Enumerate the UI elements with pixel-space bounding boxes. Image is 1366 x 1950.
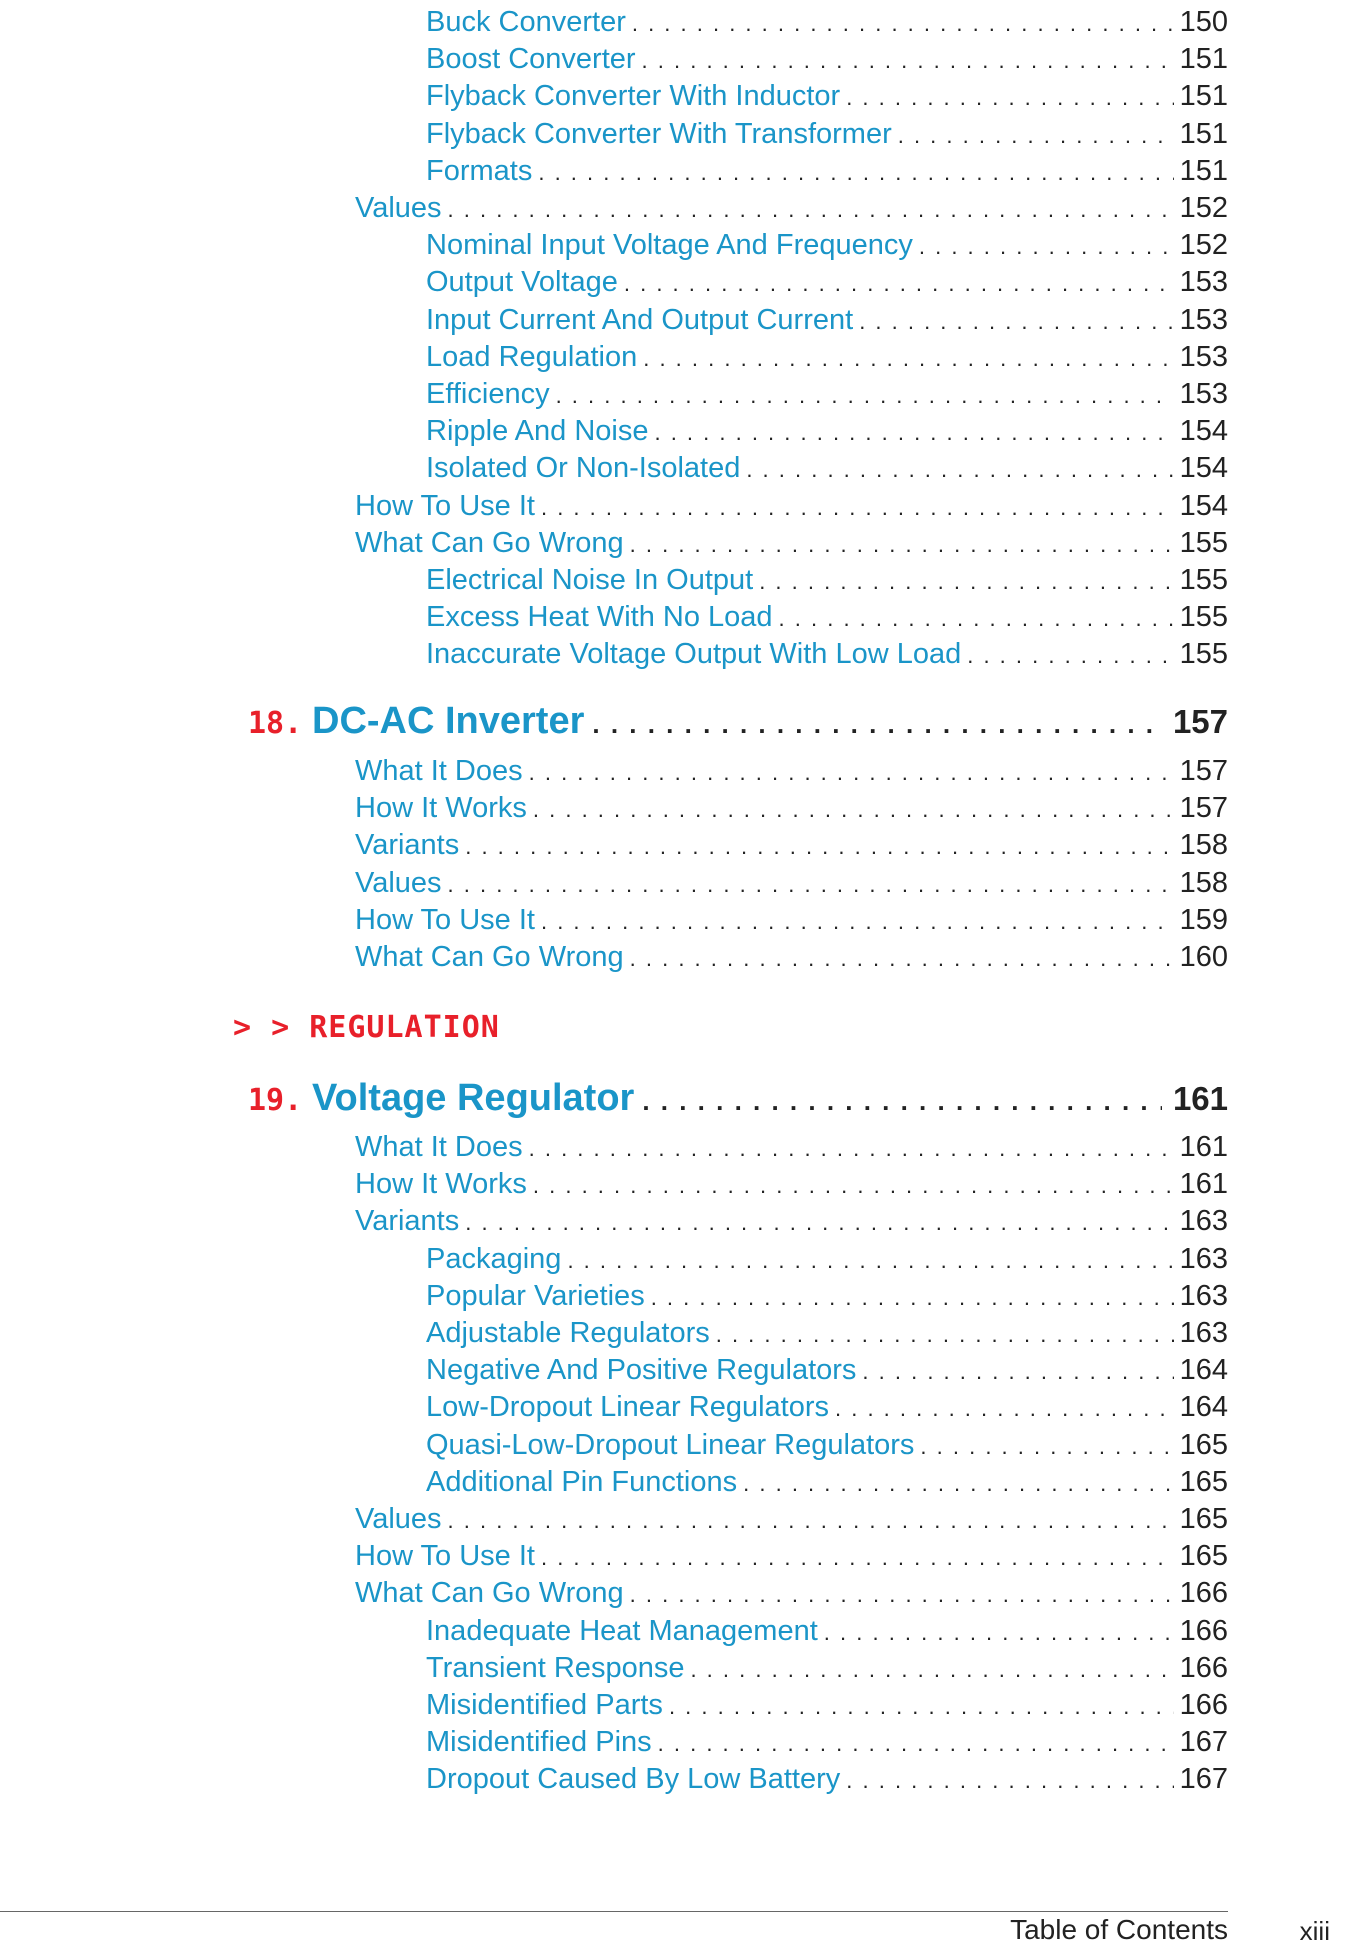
dot-leader bbox=[824, 1620, 1174, 1646]
toc-entry[interactable] bbox=[426, 1243, 1228, 1276]
toc-entry[interactable] bbox=[426, 341, 1228, 374]
toc-entry[interactable] bbox=[355, 904, 1228, 937]
toc-entry-page: 165 bbox=[1179, 1540, 1228, 1573]
toc-entry-page: 155 bbox=[1179, 601, 1228, 634]
toc-entry[interactable] bbox=[426, 80, 1228, 113]
toc-entry-page: 164 bbox=[1179, 1354, 1228, 1387]
toc-entry[interactable] bbox=[426, 229, 1228, 262]
dot-leader bbox=[630, 946, 1174, 972]
toc-entry[interactable] bbox=[426, 118, 1228, 151]
toc-entry-title: Values bbox=[355, 866, 442, 899]
dot-leader bbox=[448, 1508, 1174, 1534]
dot-leader bbox=[846, 85, 1174, 111]
dot-leader bbox=[759, 569, 1174, 595]
toc-entry[interactable] bbox=[426, 304, 1228, 337]
toc-entry-title: Boost Converter bbox=[426, 43, 636, 76]
dot-leader bbox=[920, 1434, 1174, 1460]
toc-entry[interactable] bbox=[355, 755, 1228, 788]
toc-entry-title: Isolated Or Non-Isolated bbox=[426, 452, 741, 485]
toc-entry[interactable] bbox=[426, 6, 1228, 39]
toc-entry-title: What It Does bbox=[355, 755, 523, 787]
dot-leader bbox=[592, 709, 1162, 740]
dot-leader bbox=[556, 383, 1174, 409]
toc-entry[interactable] bbox=[426, 1689, 1228, 1722]
toc-entry-page: 157 bbox=[1179, 792, 1228, 825]
toc-entry[interactable] bbox=[426, 1429, 1228, 1462]
dot-leader bbox=[541, 495, 1174, 521]
toc-entry-page: 151 bbox=[1179, 117, 1228, 150]
toc-entry-title: How To Use It bbox=[355, 903, 535, 936]
toc-entry[interactable] bbox=[426, 155, 1228, 188]
toc-entry-title: Misidentified Parts bbox=[426, 1689, 663, 1721]
chapter-page: 157 bbox=[1172, 703, 1228, 740]
dot-leader bbox=[658, 1731, 1174, 1757]
footer-title: Table of Contents bbox=[1010, 1914, 1228, 1945]
toc-entry[interactable] bbox=[426, 1726, 1228, 1759]
dot-leader bbox=[465, 834, 1174, 860]
toc-entry-title: Additional Pin Functions bbox=[426, 1465, 738, 1498]
toc-entry-title: Values bbox=[355, 192, 442, 224]
dot-leader bbox=[448, 197, 1174, 223]
toc-entry-title: Inadequate Heat Management bbox=[426, 1614, 818, 1647]
toc-entry[interactable] bbox=[426, 601, 1228, 634]
dot-leader bbox=[529, 1136, 1174, 1162]
toc-entry-page: 152 bbox=[1179, 192, 1228, 224]
dot-leader bbox=[642, 48, 1174, 74]
toc-entry-page: 153 bbox=[1179, 340, 1228, 373]
toc-entry[interactable] bbox=[426, 415, 1228, 448]
toc-entry-title: Transient Response bbox=[426, 1651, 685, 1684]
toc-entry-title: How It Works bbox=[355, 1168, 527, 1201]
dot-leader bbox=[859, 309, 1174, 335]
dot-leader bbox=[624, 271, 1174, 297]
toc-entry-title: Electrical Noise In Output bbox=[426, 564, 754, 596]
toc-entry[interactable] bbox=[355, 527, 1228, 560]
toc-entry-page: 154 bbox=[1179, 489, 1228, 522]
toc-entry[interactable] bbox=[426, 1763, 1228, 1796]
toc-entry[interactable] bbox=[426, 1615, 1228, 1648]
toc-entry-title: Formats bbox=[426, 154, 533, 187]
toc-entry-title: Variants bbox=[355, 1205, 460, 1238]
toc-entry-title: Popular Varieties bbox=[426, 1279, 645, 1312]
toc-entry-page: 155 bbox=[1179, 638, 1228, 671]
toc-entry-page: 151 bbox=[1179, 154, 1228, 187]
toc-entry-title: What Can Go Wrong bbox=[355, 1577, 624, 1610]
toc-entry-page: 152 bbox=[1179, 229, 1228, 262]
toc-entry[interactable] bbox=[355, 490, 1228, 523]
toc-entry-page: 153 bbox=[1179, 378, 1228, 410]
dot-leader bbox=[846, 1768, 1174, 1794]
toc-entry-title: Low-Dropout Linear Regulators bbox=[426, 1391, 829, 1424]
dot-leader bbox=[541, 1545, 1174, 1571]
toc-entry-title: Inaccurate Voltage Output With Low Load bbox=[426, 638, 962, 671]
toc-entry-title: Flyback Converter With Inductor bbox=[426, 80, 841, 113]
toc-entry[interactable] bbox=[355, 1503, 1228, 1536]
dot-leader bbox=[779, 606, 1174, 632]
dot-leader bbox=[538, 160, 1174, 186]
toc-entry-title: What Can Go Wrong bbox=[355, 941, 624, 973]
toc-entry[interactable] bbox=[426, 1317, 1228, 1350]
chapter-title: Voltage Regulator bbox=[312, 1077, 635, 1119]
toc-entry-page: 151 bbox=[1179, 43, 1228, 76]
dot-leader bbox=[862, 1359, 1174, 1385]
toc-entry-page: 158 bbox=[1179, 866, 1228, 899]
chapter-18-heading[interactable] bbox=[248, 700, 1228, 743]
toc-entry-title: Buck Converter bbox=[426, 6, 626, 38]
toc-entry-title: Adjustable Regulators bbox=[426, 1317, 710, 1349]
toc-entry[interactable] bbox=[426, 452, 1228, 485]
toc-entry-title: Input Current And Output Current bbox=[426, 303, 854, 336]
toc-entry-page: 150 bbox=[1179, 6, 1228, 38]
toc-entry-title: Misidentified Pins bbox=[426, 1726, 652, 1759]
toc-entry[interactable] bbox=[426, 266, 1228, 299]
toc-entry-page: 157 bbox=[1179, 755, 1228, 787]
dot-leader bbox=[643, 346, 1174, 372]
toc-entry[interactable] bbox=[426, 43, 1228, 76]
toc-entry-page: 166 bbox=[1179, 1689, 1228, 1721]
toc-entry[interactable] bbox=[426, 1391, 1228, 1424]
toc-entry[interactable] bbox=[426, 1466, 1228, 1499]
toc-entry[interactable] bbox=[355, 792, 1228, 825]
dot-leader bbox=[630, 532, 1174, 558]
dot-leader bbox=[716, 1322, 1174, 1348]
dot-leader bbox=[651, 1285, 1174, 1311]
toc-entry-page: 154 bbox=[1179, 452, 1228, 485]
dot-leader bbox=[541, 909, 1174, 935]
toc-entry[interactable] bbox=[355, 829, 1228, 862]
dot-leader bbox=[743, 1471, 1174, 1497]
dot-leader bbox=[465, 1210, 1174, 1236]
toc-entry-page: 165 bbox=[1179, 1428, 1228, 1461]
toc-entry-page: 158 bbox=[1179, 829, 1228, 862]
dot-leader bbox=[533, 1173, 1174, 1199]
toc-entry[interactable] bbox=[355, 1168, 1228, 1201]
toc-entry-title: How To Use It bbox=[355, 1540, 535, 1573]
toc-entry-title: Excess Heat With No Load bbox=[426, 601, 773, 634]
toc-entry[interactable] bbox=[355, 941, 1228, 974]
toc-entry-title: How To Use It bbox=[355, 489, 535, 522]
toc-entry-title: Nominal Input Voltage And Frequency bbox=[426, 229, 913, 262]
toc-entry-title: Flyback Converter With Transformer bbox=[426, 117, 892, 150]
toc-entry[interactable] bbox=[355, 192, 1228, 225]
toc-entry[interactable] bbox=[355, 1131, 1228, 1164]
toc-entry[interactable] bbox=[355, 1577, 1228, 1610]
toc-entry-title: How It Works bbox=[355, 792, 527, 825]
dot-leader bbox=[642, 1086, 1162, 1117]
dot-leader bbox=[835, 1396, 1174, 1422]
toc-entry-title: Load Regulation bbox=[426, 340, 638, 373]
toc-entry-title: What Can Go Wrong bbox=[355, 526, 624, 559]
toc-entry[interactable] bbox=[426, 638, 1228, 671]
dot-leader bbox=[967, 643, 1174, 669]
toc-entry-page: 165 bbox=[1179, 1503, 1228, 1535]
toc-entry-page: 163 bbox=[1179, 1279, 1228, 1312]
footer-divider bbox=[0, 1911, 1228, 1912]
dot-leader bbox=[533, 797, 1174, 823]
dot-leader bbox=[746, 457, 1174, 483]
toc-entry-title: Packaging bbox=[426, 1242, 562, 1275]
footer-page-number: xiii bbox=[1299, 1916, 1330, 1946]
dot-leader bbox=[690, 1657, 1174, 1683]
toc-entry-page: 164 bbox=[1179, 1391, 1228, 1424]
dot-leader bbox=[669, 1694, 1174, 1720]
toc-entry-title: Negative And Positive Regulators bbox=[426, 1354, 857, 1387]
toc-entry-title: Ripple And Noise bbox=[426, 415, 649, 448]
toc-entry-page: 151 bbox=[1179, 80, 1228, 113]
toc-entry-title: Output Voltage bbox=[426, 266, 618, 299]
toc-entry-page: 161 bbox=[1179, 1131, 1228, 1163]
toc-entry-page: 163 bbox=[1179, 1317, 1228, 1349]
toc-entry-page: 155 bbox=[1179, 526, 1228, 559]
toc-entry-page: 167 bbox=[1179, 1726, 1228, 1759]
toc-entry-title: What It Does bbox=[355, 1131, 523, 1163]
dot-leader bbox=[898, 123, 1174, 149]
toc-entry-page: 165 bbox=[1179, 1465, 1228, 1498]
toc-entry[interactable] bbox=[426, 1354, 1228, 1387]
toc-entry-page: 155 bbox=[1179, 564, 1228, 596]
toc-entry-page: 163 bbox=[1179, 1242, 1228, 1275]
dot-leader bbox=[630, 1582, 1174, 1608]
toc-entry-page: 163 bbox=[1179, 1205, 1228, 1238]
toc-entry-title: Variants bbox=[355, 829, 460, 862]
chapter-number: 19. bbox=[248, 1083, 303, 1118]
toc-entry-page: 159 bbox=[1179, 903, 1228, 936]
toc-entry-page: 167 bbox=[1179, 1763, 1228, 1796]
toc-entry[interactable] bbox=[355, 1205, 1228, 1238]
toc-entry[interactable] bbox=[426, 1280, 1228, 1313]
toc-entry-page: 166 bbox=[1179, 1651, 1228, 1684]
toc-entry-page: 154 bbox=[1179, 415, 1228, 448]
toc-entry-page: 166 bbox=[1179, 1577, 1228, 1610]
chapter-title: DC-AC Inverter bbox=[312, 700, 585, 742]
dot-leader bbox=[632, 11, 1174, 37]
toc-entry[interactable] bbox=[426, 378, 1228, 411]
toc-entry-page: 153 bbox=[1179, 266, 1228, 299]
dot-leader bbox=[567, 1248, 1174, 1274]
toc-entry[interactable] bbox=[355, 1540, 1228, 1573]
chapter-page: 161 bbox=[1172, 1080, 1228, 1117]
chapter-number: 18. bbox=[248, 706, 303, 741]
toc-entry-page: 161 bbox=[1179, 1168, 1228, 1201]
toc-entry-title: Values bbox=[355, 1503, 442, 1535]
toc-entry[interactable] bbox=[426, 564, 1228, 597]
section-heading-regulation: > > REGULATION bbox=[233, 1010, 500, 1045]
chapter-19-heading[interactable] bbox=[248, 1077, 1228, 1120]
toc-entry[interactable] bbox=[426, 1652, 1228, 1685]
toc-entry-title: Quasi-Low-Dropout Linear Regulators bbox=[426, 1428, 915, 1461]
dot-leader bbox=[654, 420, 1174, 446]
dot-leader bbox=[919, 234, 1174, 260]
toc-entry-page: 153 bbox=[1179, 303, 1228, 336]
dot-leader bbox=[448, 872, 1174, 898]
toc-entry-title: Dropout Caused By Low Battery bbox=[426, 1763, 841, 1796]
dot-leader bbox=[529, 760, 1174, 786]
toc-entry-page: 166 bbox=[1179, 1614, 1228, 1647]
toc-entry-title: Efficiency bbox=[426, 378, 550, 410]
toc-entry-page: 160 bbox=[1179, 941, 1228, 973]
toc-entry[interactable] bbox=[355, 867, 1228, 900]
